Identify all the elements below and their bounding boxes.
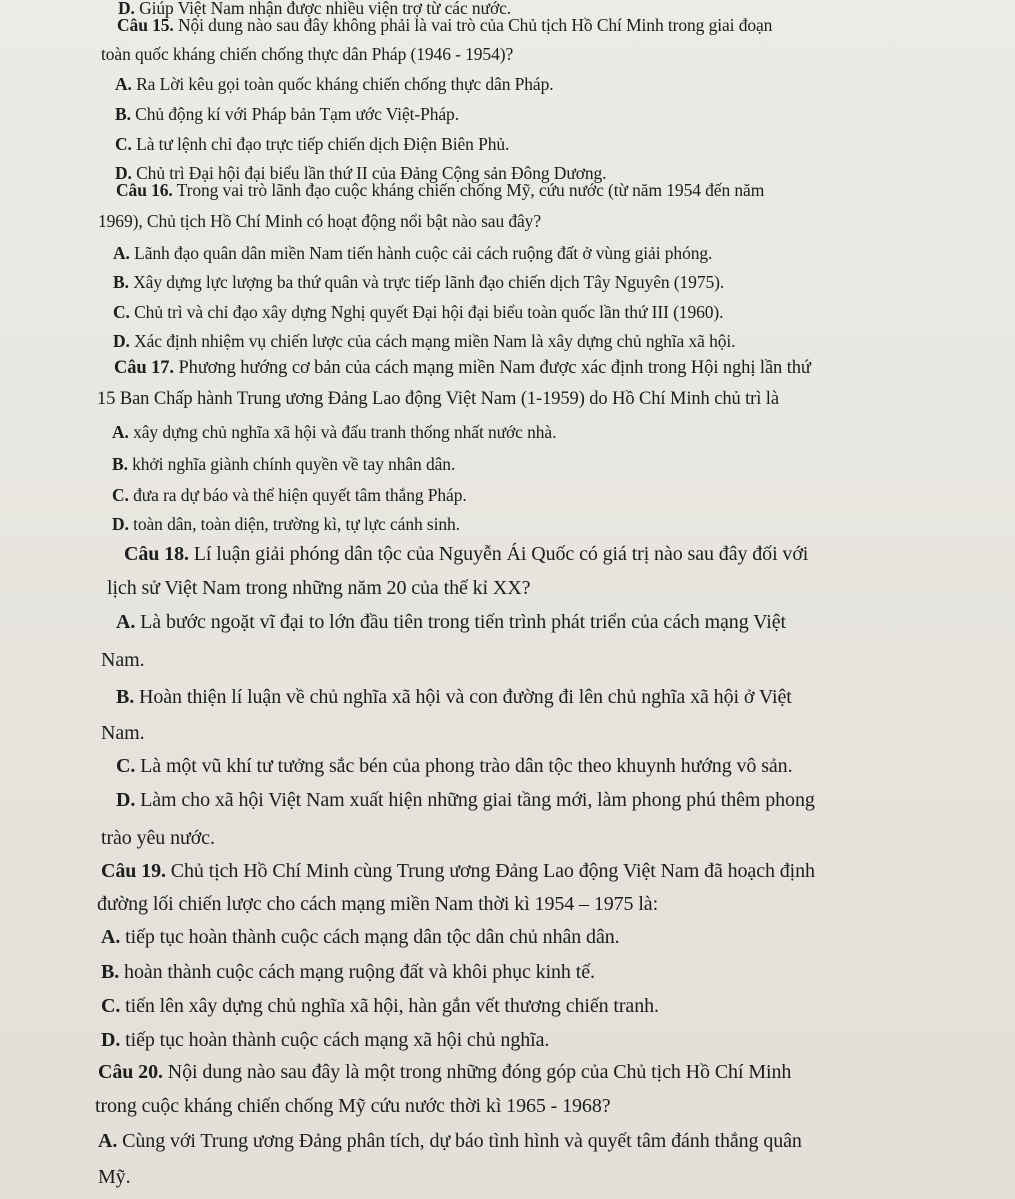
option-c-q15 (115, 134, 509, 155)
option-a-q20 (98, 1130, 802, 1153)
question-number: Câu 20. (98, 1061, 163, 1083)
option-text: tiếp tục hoàn thành cuộc cách mạng dân tộc dân chủ nhân dân. (120, 926, 620, 948)
question-text: Trong vai trò lãnh đạo cuộc kháng chiến chống Mỹ, cứu nước (từ năm 1954 đến năm (172, 180, 765, 200)
option-b-q19 (101, 961, 595, 984)
option-label: C. (112, 485, 129, 505)
option-label: A. (101, 926, 121, 948)
question-15-cont (101, 44, 513, 65)
option-text: hoàn thành cuộc cách mạng ruộng đất và khôi phục kinh tế. (119, 961, 595, 983)
option-a-q16 (113, 243, 712, 264)
question-15 (117, 15, 772, 36)
option-text: Xác định nhiệm vụ chiến lược của cách mạng miền Nam là xây dựng chủ nghĩa xã hội. (129, 331, 736, 351)
option-label: B. (112, 454, 128, 474)
option-label: A. (112, 422, 129, 442)
question-number: Câu 19. (101, 860, 166, 882)
option-label: D. (112, 514, 129, 534)
option-c-q19 (101, 995, 659, 1018)
option-b-q16 (113, 272, 724, 293)
question-18-cont (107, 577, 530, 600)
question-16 (116, 180, 764, 201)
option-label: A. (113, 243, 130, 263)
option-text: Chủ trì và chỉ đạo xây dựng Nghị quyết Đại hội đại biểu toàn quốc lần thứ III (1960). (129, 302, 724, 322)
option-text: Xây dựng lực lượng ba thứ quân và trực tiếp lãnh đạo chiến dịch Tây Nguyên (1975). (128, 272, 725, 292)
question-20-cont (95, 1095, 611, 1118)
option-d-q17 (112, 514, 460, 535)
question-17 (114, 358, 811, 379)
option-label: C. (101, 995, 121, 1017)
option-a-q15 (115, 74, 554, 95)
option-label: B. (116, 686, 135, 708)
option-text: đưa ra dự báo và thể hiện quyết tâm thắng Pháp. (128, 485, 467, 505)
question-text: trong cuộc kháng chiến chống Mỹ cứu nước thời kì 1965 - 1968? (95, 1095, 611, 1117)
question-text: 1969), Chủ tịch Hồ Chí Minh có hoạt động nổi bật nào sau đây? (98, 211, 542, 231)
option-label: C. (116, 755, 136, 777)
option-text: Làm cho xã hội Việt Nam xuất hiện những giai tầng mới, làm phong phú thêm phong (135, 789, 815, 811)
option-c-q16 (113, 302, 723, 323)
question-number: Câu 15. (117, 15, 174, 35)
option-b-q15 (115, 104, 459, 125)
option-a-q17 (112, 422, 556, 443)
option-text: Nam. (101, 722, 145, 744)
question-19-cont (97, 893, 658, 916)
option-label: D. (113, 331, 130, 351)
question-text: toàn quốc kháng chiến chống thực dân Pháp (1946 - 1954)? (101, 44, 514, 64)
option-text: Là bước ngoặt vĩ đại to lớn đầu tiên trong tiến trình phát triển của cách mạng Việt (135, 611, 786, 633)
option-a-q18 (116, 611, 786, 634)
option-b-q18 (116, 686, 792, 709)
question-20 (98, 1061, 791, 1084)
option-text: Là một vũ khí tư tưởng sắc bén của phong trào dân tộc theo khuynh hướng vô sản. (135, 755, 793, 777)
option-label: D. (118, 0, 135, 18)
option-label: D. (116, 789, 136, 811)
option-text: Cùng với Trung ương Đảng phân tích, dự báo tình hình và quyết tâm đánh thắng quân (117, 1130, 802, 1152)
option-d-q18-cont (101, 827, 215, 850)
option-c-q17 (112, 485, 467, 506)
option-c-q18 (116, 755, 792, 778)
option-text: Ra Lời kêu gọi toàn quốc kháng chiến chống thực dân Pháp. (131, 74, 554, 94)
option-a-q20-cont (98, 1166, 130, 1189)
option-text: Nam. (101, 649, 145, 671)
option-text: Lãnh đạo quân dân miền Nam tiến hành cuộc cải cách ruộng đất ở vùng giải phóng. (129, 243, 713, 263)
option-a-q19 (101, 926, 620, 949)
option-label: D. (101, 1029, 121, 1051)
question-text: Nội dung nào sau đây là một trong những đóng góp của Chủ tịch Hồ Chí Minh (162, 1061, 792, 1083)
option-label: A. (98, 1130, 118, 1152)
question-text: 15 Ban Chấp hành Trung ương Đảng Lao động Việt Nam (1-1959) do Hồ Chí Minh chủ trì là (97, 389, 779, 409)
option-text: Chủ động kí với Pháp bản Tạm ước Việt-Pháp. (130, 104, 459, 124)
option-text: Giúp Việt Nam nhận được nhiều viện trợ từ các nước. (134, 0, 512, 18)
option-d-q16 (113, 331, 735, 352)
option-text: tiếp tục hoàn thành cuộc cách mạng xã hội chủ nghĩa. (120, 1029, 550, 1051)
option-d-q18 (116, 789, 815, 812)
question-text: lịch sử Việt Nam trong những năm 20 của thế kỉ XX? (107, 577, 531, 599)
option-a-q18-cont (101, 649, 144, 672)
option-label: B. (101, 961, 120, 983)
option-label: C. (115, 134, 132, 154)
option-label: C. (113, 302, 130, 322)
option-label: A. (115, 74, 132, 94)
option-label: B. (115, 104, 131, 124)
question-18 (124, 543, 808, 566)
option-b-q17 (112, 454, 455, 475)
option-text: xây dựng chủ nghĩa xã hội và đấu tranh thống nhất nước nhà. (128, 422, 557, 442)
option-label: B. (113, 272, 129, 292)
option-text: Hoàn thiện lí luận về chủ nghĩa xã hội và con đường đi lên chủ nghĩa xã hội ở Việt (134, 686, 792, 708)
question-number: Câu 16. (116, 180, 173, 200)
option-d-q19 (101, 1029, 549, 1052)
option-text: trào yêu nước. (101, 827, 215, 849)
question-number: Câu 17. (114, 358, 174, 378)
question-text: Chủ tịch Hồ Chí Minh cùng Trung ương Đảng Lao động Việt Nam đã hoạch định (165, 860, 815, 882)
question-text: Lí luận giải phóng dân tộc của Nguyễn Ái Quốc có giá trị nào sau đây đối với (188, 543, 809, 565)
option-text: khởi nghĩa giành chính quyền về tay nhân dân. (127, 454, 456, 474)
question-number: Câu 18. (124, 543, 189, 565)
question-17-cont (97, 389, 779, 410)
question-text: đường lối chiến lược cho cách mạng miền Nam thời kì 1954 – 1975 là: (97, 893, 659, 915)
option-label: A. (116, 611, 136, 633)
question-text: Phương hướng cơ bản của cách mạng miền Nam được xác định trong Hội nghị lần thứ (173, 358, 811, 378)
option-text: Là tư lệnh chỉ đạo trực tiếp chiến dịch Điện Biên Phủ. (131, 134, 510, 154)
option-text: toàn dân, toàn diện, trường kì, tự lực cánh sinh. (128, 514, 460, 534)
option-b-q18-cont (101, 722, 144, 745)
option-text: Mỹ. (98, 1166, 131, 1188)
option-text: tiến lên xây dựng chủ nghĩa xã hội, hàn gắn vết thương chiến tranh. (120, 995, 659, 1017)
question-text: Nội dung nào sau đây không phải là vai trò của Chủ tịch Hồ Chí Minh trong giai đoạn (173, 15, 773, 35)
option-label: D. (115, 163, 132, 183)
question-19 (101, 860, 815, 883)
question-16-cont (98, 211, 541, 232)
option-text: Chủ trì Đại hội đại biểu lần thứ II của Đảng Cộng sản Đông Dương. (131, 163, 607, 183)
